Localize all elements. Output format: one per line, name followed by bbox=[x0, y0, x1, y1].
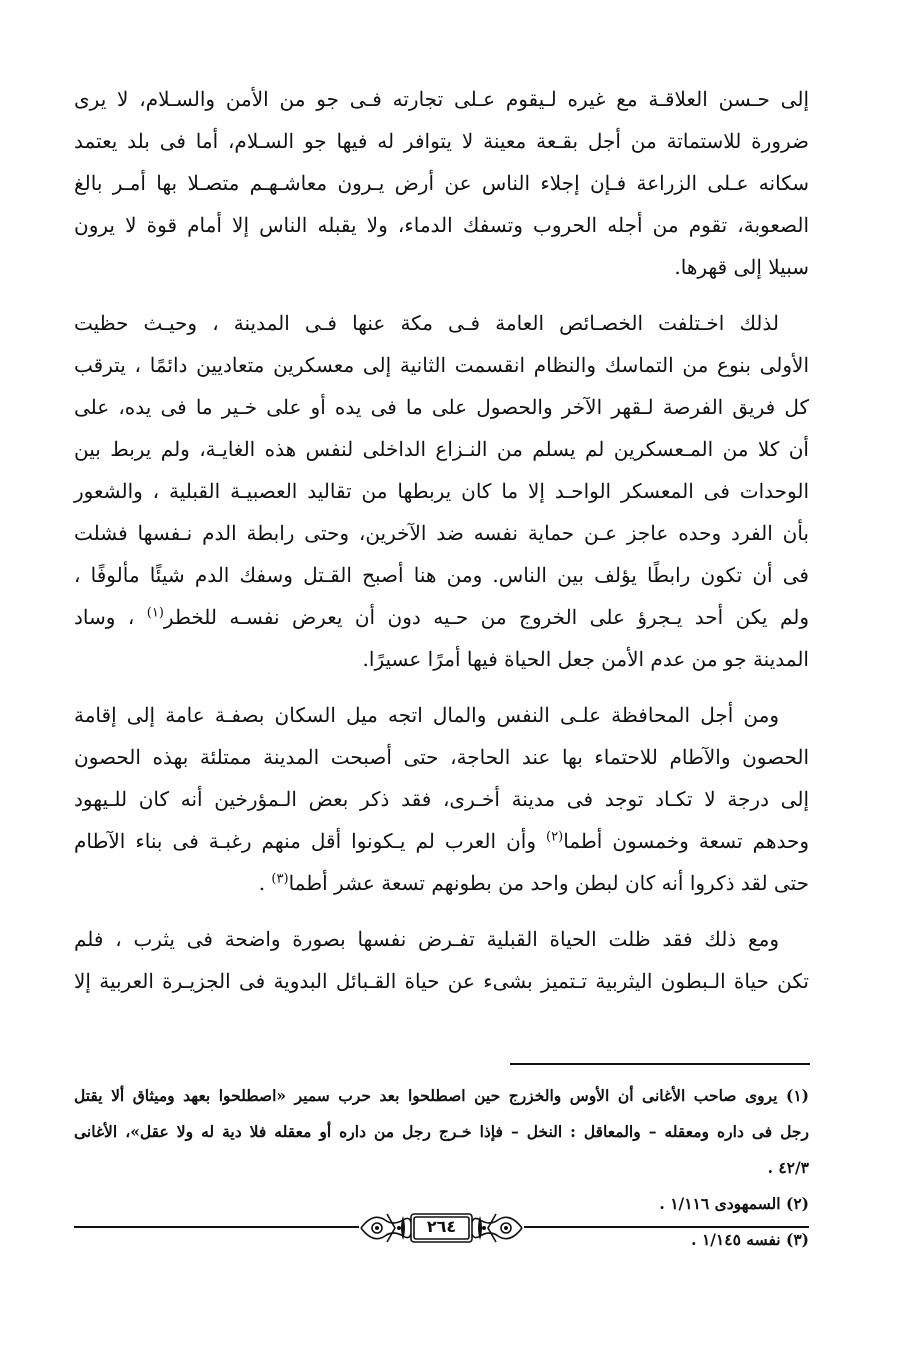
paragraph-3 bbox=[74, 694, 809, 904]
text-line: أن كلا من المـعسكرين لم يسلم من النـزاع الداخلى لنفس هذه الغايـة، ولم يربط بين bbox=[74, 437, 809, 461]
paragraph-2 bbox=[74, 302, 809, 680]
text-line: ضرورة للاستماتة من أجل بقـعة معينة لا يتوافر له فيها جو السـلام، أما فى بلد يعتمد bbox=[74, 129, 809, 153]
text-line: الأولى بنوع من التماسك والنظام انقسمت الثانية إلى معسكرين متعاديين دائمًا ، يترقب bbox=[74, 353, 809, 377]
footnote-line: رجل فى داره ومعقله – والمعاقل : النخل – فإذا خـرج رجل من داره أو معقله فلا دية له ولا عقل»، الأغانى bbox=[74, 1122, 809, 1141]
footer-rule-right bbox=[524, 1226, 809, 1228]
footnote-line: (١) يروى صاحب الأغانى أن الأوس والخزرج حين اصطلحوا بعد حرب سمير «اصطلحوا بعهد وميثاق ألا يقتل bbox=[74, 1086, 809, 1105]
footnote-1 bbox=[74, 1078, 809, 1186]
footnote-line: ٤٢/٣ . bbox=[767, 1158, 809, 1177]
text-line: لذلك اخـتلفت الخصـائص العامة فـى مكة عنها فـى المدينة ، وحيـث حظيت bbox=[74, 311, 779, 335]
text-line: الصعوبة، تقوم من أجله الحروب وتسفك الدماء، ولا يقبله الناس إلا أمام قوة لا يرون bbox=[74, 213, 809, 237]
text-line: بأن الفرد وحده عاجز عـن حماية نفسه ضد الآخرين، وحتى رابطة الدم نـفسها فشلت bbox=[74, 521, 809, 545]
text-segment: وحدهم تسعة وخمسون أطما bbox=[563, 829, 810, 853]
arabesque-ornament-icon bbox=[359, 1208, 524, 1248]
page-number: ٢٦٤ bbox=[426, 1217, 457, 1236]
text-line-with-footnote bbox=[74, 596, 809, 638]
text-line: إلى حـسن العلاقـة مع غيره لـيقوم عـلى تجارته فـى جو من الأمن والسـلام، لا يرى bbox=[74, 87, 809, 111]
footnote-line: (٢) السمهودى ١/١١٦ . bbox=[659, 1194, 809, 1213]
text-line: ومع ذلك فقد ظلت الحياة القبلية تفـرض نفسها بصورة واضحة فى يثرب ، فلم bbox=[74, 927, 779, 951]
text-line: كل فريق الفرصة لـقهر الآخر والحصول على ما فى يده أو على خـير ما فى يده، على bbox=[74, 395, 809, 419]
footnote-separator bbox=[510, 1063, 810, 1065]
text-line: الحصون والآطام للاحتماء بها عند الحاجة، حتى أصبحت المدينة ممتلئة بهذه الحصون bbox=[74, 745, 810, 769]
text-line: الوحدات فى المعسكر الواحـد إلا ما كان يربطها من تقاليد العصبيـة القبلية ، والشعور bbox=[74, 479, 809, 503]
footer-rule-left bbox=[74, 1226, 359, 1228]
footnote-line: (٣) نفسه ١/١٤٥ . bbox=[691, 1230, 809, 1249]
text-segment: حتى لقد ذكروا أنه كان لبطن واحد من بطونهم تسعة عشر أطما bbox=[288, 871, 809, 895]
text-line: تكن حياة الـبطون اليثربية تـتميز بشىء عن حياة القـبائل البدوية فى الجزيـرة العربية إلا bbox=[74, 969, 809, 993]
text-line: إلى درجة لا تكـاد توجد فى مدينة أخـرى، فقد ذكر بعض الـمؤرخين أنه كان للـيهود bbox=[74, 787, 809, 811]
text-segment: . bbox=[258, 871, 266, 895]
footnote-marker-2[interactable]: (٢) bbox=[546, 829, 564, 845]
text-line: ومن أجل المحافظة علـى النفس والمال اتجه ميل السكان بصفـة عامة إلى إقامة bbox=[74, 703, 779, 727]
text-line-with-footnote bbox=[74, 820, 809, 862]
text-segment: وأن العرب لم يـكونوا أقل منهم رغبـة فى بناء الآطام bbox=[74, 829, 536, 853]
page-body bbox=[74, 78, 809, 1016]
text-segment: ، وساد bbox=[74, 605, 135, 629]
text-segment: ولم يكن أحد يـجرؤ على الخروج من حـيه دون أن يعرض نفسـه للخطر bbox=[163, 605, 810, 629]
text-line: سبيلا إلى قهرها. bbox=[674, 255, 809, 279]
text-line: سكانه عـلى الزراعة فـإن إجلاء الناس عن أرض يـرون معاشـهـم متصـلا بها أمـر بالغ bbox=[74, 171, 809, 195]
text-line: فى أن تكون رابطًا يؤلف بين الناس. ومن هنا أصبح القـتل وسفك الدم شيئًا مألوفًا ، bbox=[74, 563, 809, 587]
footnote-marker-3[interactable]: (٣) bbox=[271, 871, 289, 887]
text-line-with-footnote bbox=[74, 862, 809, 904]
text-line: المدينة جو من عدم الأمن جعل الحياة فيها أمرًا عسيرًا. bbox=[362, 647, 809, 671]
paragraph-1 bbox=[74, 78, 809, 288]
paragraph-4 bbox=[74, 918, 809, 1002]
footnote-marker-1[interactable]: (١) bbox=[146, 605, 164, 621]
page-footer bbox=[74, 1208, 809, 1248]
